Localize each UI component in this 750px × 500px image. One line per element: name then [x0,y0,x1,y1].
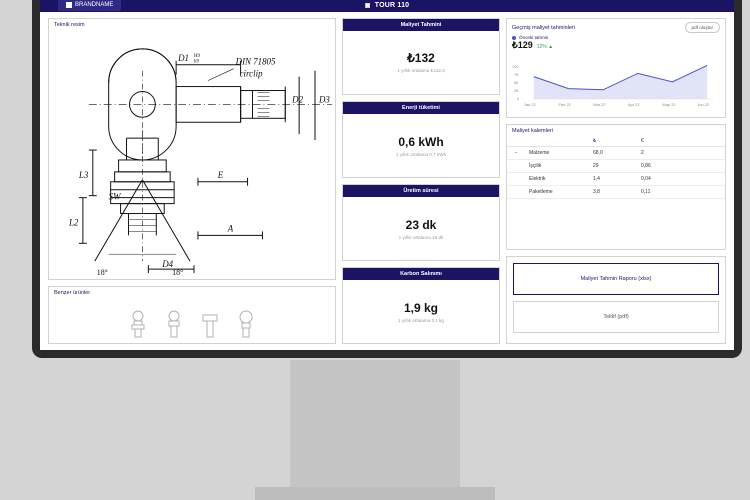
similar-item-thumb[interactable] [197,309,223,339]
label-angle-left: 18° [96,268,108,278]
table-row[interactable] [507,160,725,173]
col-try: ₺ [589,136,637,147]
metric-body-production-time [343,197,499,260]
row-name: Paketleme [525,186,589,199]
xtick-0: Jan 22 [523,101,536,108]
ytick-25: 25 [513,87,519,94]
xtick-5: Jun 22 [697,101,710,108]
label-sw: SW [108,191,121,202]
monitor-bezel [32,0,742,358]
label-d3: D3 [318,94,330,105]
metric-sub-production-time: 1 yıllık ortalama 18 dk [398,234,444,240]
forecast-legend [507,33,725,40]
label-l3: L3 [78,169,89,180]
col-eur: € [637,136,725,147]
forecast-title: Geçmiş maliyet tahminleri [512,24,575,31]
row-name: Elektrik [525,173,589,186]
label-d4: D4 [162,259,174,270]
row-toggle-icon[interactable] [507,160,525,173]
arrow-up-icon: ▲ [548,44,554,50]
metric-card-carbon [342,267,500,344]
forecast-delta-value: 12% [536,44,547,50]
table-row[interactable] [507,186,725,199]
metric-value-cost: ₺132 [407,51,435,65]
brand-label: BRANDNAME [75,2,114,8]
metric-sub-carbon: 1 yıllık ortalama 2,1 kg [398,317,444,323]
label-d2: D2 [292,94,304,105]
metric-sub-energy: 1 yıllık ortalama 0,7 kWh [395,151,447,157]
xtick-3: Apr 22 [627,101,640,108]
label-d1-tol-top: H9 [193,53,201,59]
row-eur: 0,86 [637,160,725,173]
camera-icon: ▣ [364,2,371,9]
row-eur: 2 [637,147,725,160]
row-eur: 0,04 [637,173,725,186]
legend-dot-icon [512,36,516,40]
monitor-stand-base [255,487,495,500]
actions-panel [506,256,726,344]
ytick-50: 50 [513,79,519,86]
similar-item-thumb[interactable] [233,309,259,339]
metric-title-production-time: Üretim süresi [343,185,499,197]
page-title [40,2,734,9]
xtick-2: Mar 22 [593,101,606,108]
similar-products-title: Benzer ürünler [54,290,91,296]
download-cost-report-button[interactable]: Maliyet Tahmin Raporu (xlsx) [513,263,719,295]
technical-drawing-canvas[interactable] [49,31,335,279]
metrics-column [342,18,500,344]
metric-card-energy [342,101,500,178]
label-l2: L2 [68,217,79,228]
metric-sub-cost: 1 yıllık ortalama ₺112,3 [397,68,445,73]
row-toggle-icon[interactable]: − [507,147,525,160]
left-column [48,18,336,344]
monitor-stand-neck [290,360,460,490]
legend-label: Önceki tahmin [519,35,549,40]
similar-item-thumb[interactable] [161,309,187,339]
xtick-1: Feb 22 [558,101,571,108]
metric-body-energy [343,114,499,177]
forecast-panel [506,18,726,118]
forecast-value-row [507,40,725,51]
col-name [525,136,589,147]
metric-card-cost [342,18,500,95]
row-try: 1,4 [589,173,637,186]
table-row[interactable] [507,147,725,160]
page-title-text: TOUR 110 [374,1,410,9]
label-circlip: circlip [239,68,263,79]
forecast-chart[interactable] [512,63,720,111]
metric-card-production-time [342,184,500,261]
technical-drawing-svg [49,31,335,279]
download-quote-button[interactable]: Teklif (pdf) [513,301,719,333]
metric-title-cost: Maliyet Tahmini [343,19,499,31]
metric-value-production-time: 23 dk [405,217,437,232]
label-d1: D1 [178,52,190,63]
generate-pdf-button[interactable]: pdf oluştur [685,22,720,33]
label-a: A [227,223,234,234]
row-try: 29 [589,160,637,173]
similar-products-list [49,303,335,339]
forecast-header [507,19,725,33]
label-e: E [217,169,224,180]
similar-products-panel [48,286,336,344]
similar-item-thumb[interactable] [125,309,151,339]
ytick-75: 75 [513,71,519,78]
cost-items-title: Maliyet kalemleri [512,128,553,134]
row-try: 3,8 [589,186,637,199]
row-toggle-icon[interactable] [507,173,525,186]
app-header [40,0,734,12]
metric-title-energy: Enerji tüketimi [343,102,499,114]
col-toggle [507,136,525,147]
forecast-chart-svg [512,63,720,111]
table-header-row [507,136,725,147]
label-d1-tol-bot: h9 [193,59,199,65]
technical-drawing-panel [48,18,336,280]
row-try: 68,0 [589,147,637,160]
label-din: DIN 71805 [235,56,276,67]
forecast-area [534,65,707,99]
forecast-value: ₺129 [512,40,533,50]
table-row[interactable] [507,173,725,186]
cost-items-table [507,136,725,199]
row-toggle-icon[interactable] [507,186,525,199]
forecast-delta [537,44,553,50]
screen [40,0,734,350]
ytick-100: 100 [512,63,519,70]
xtick-4: May 22 [662,101,676,108]
ytick-0: 0 [516,95,520,102]
row-name: İşçilik [525,160,589,173]
metric-value-carbon: 1,9 kg [403,300,439,315]
row-name: Malzeme [525,147,589,160]
main-content [40,12,734,350]
metric-body-carbon [343,280,499,343]
metric-value-energy: 0,6 kWh [398,134,444,149]
row-eur: 0,11 [637,186,725,199]
technical-drawing-title: Teknik resim [54,22,85,28]
metric-title-carbon: Karbon Salınımı [343,268,499,280]
metric-body-cost [343,31,499,94]
cost-items-panel [506,124,726,250]
right-column [506,18,726,344]
label-angle-right: 18° [172,268,184,278]
